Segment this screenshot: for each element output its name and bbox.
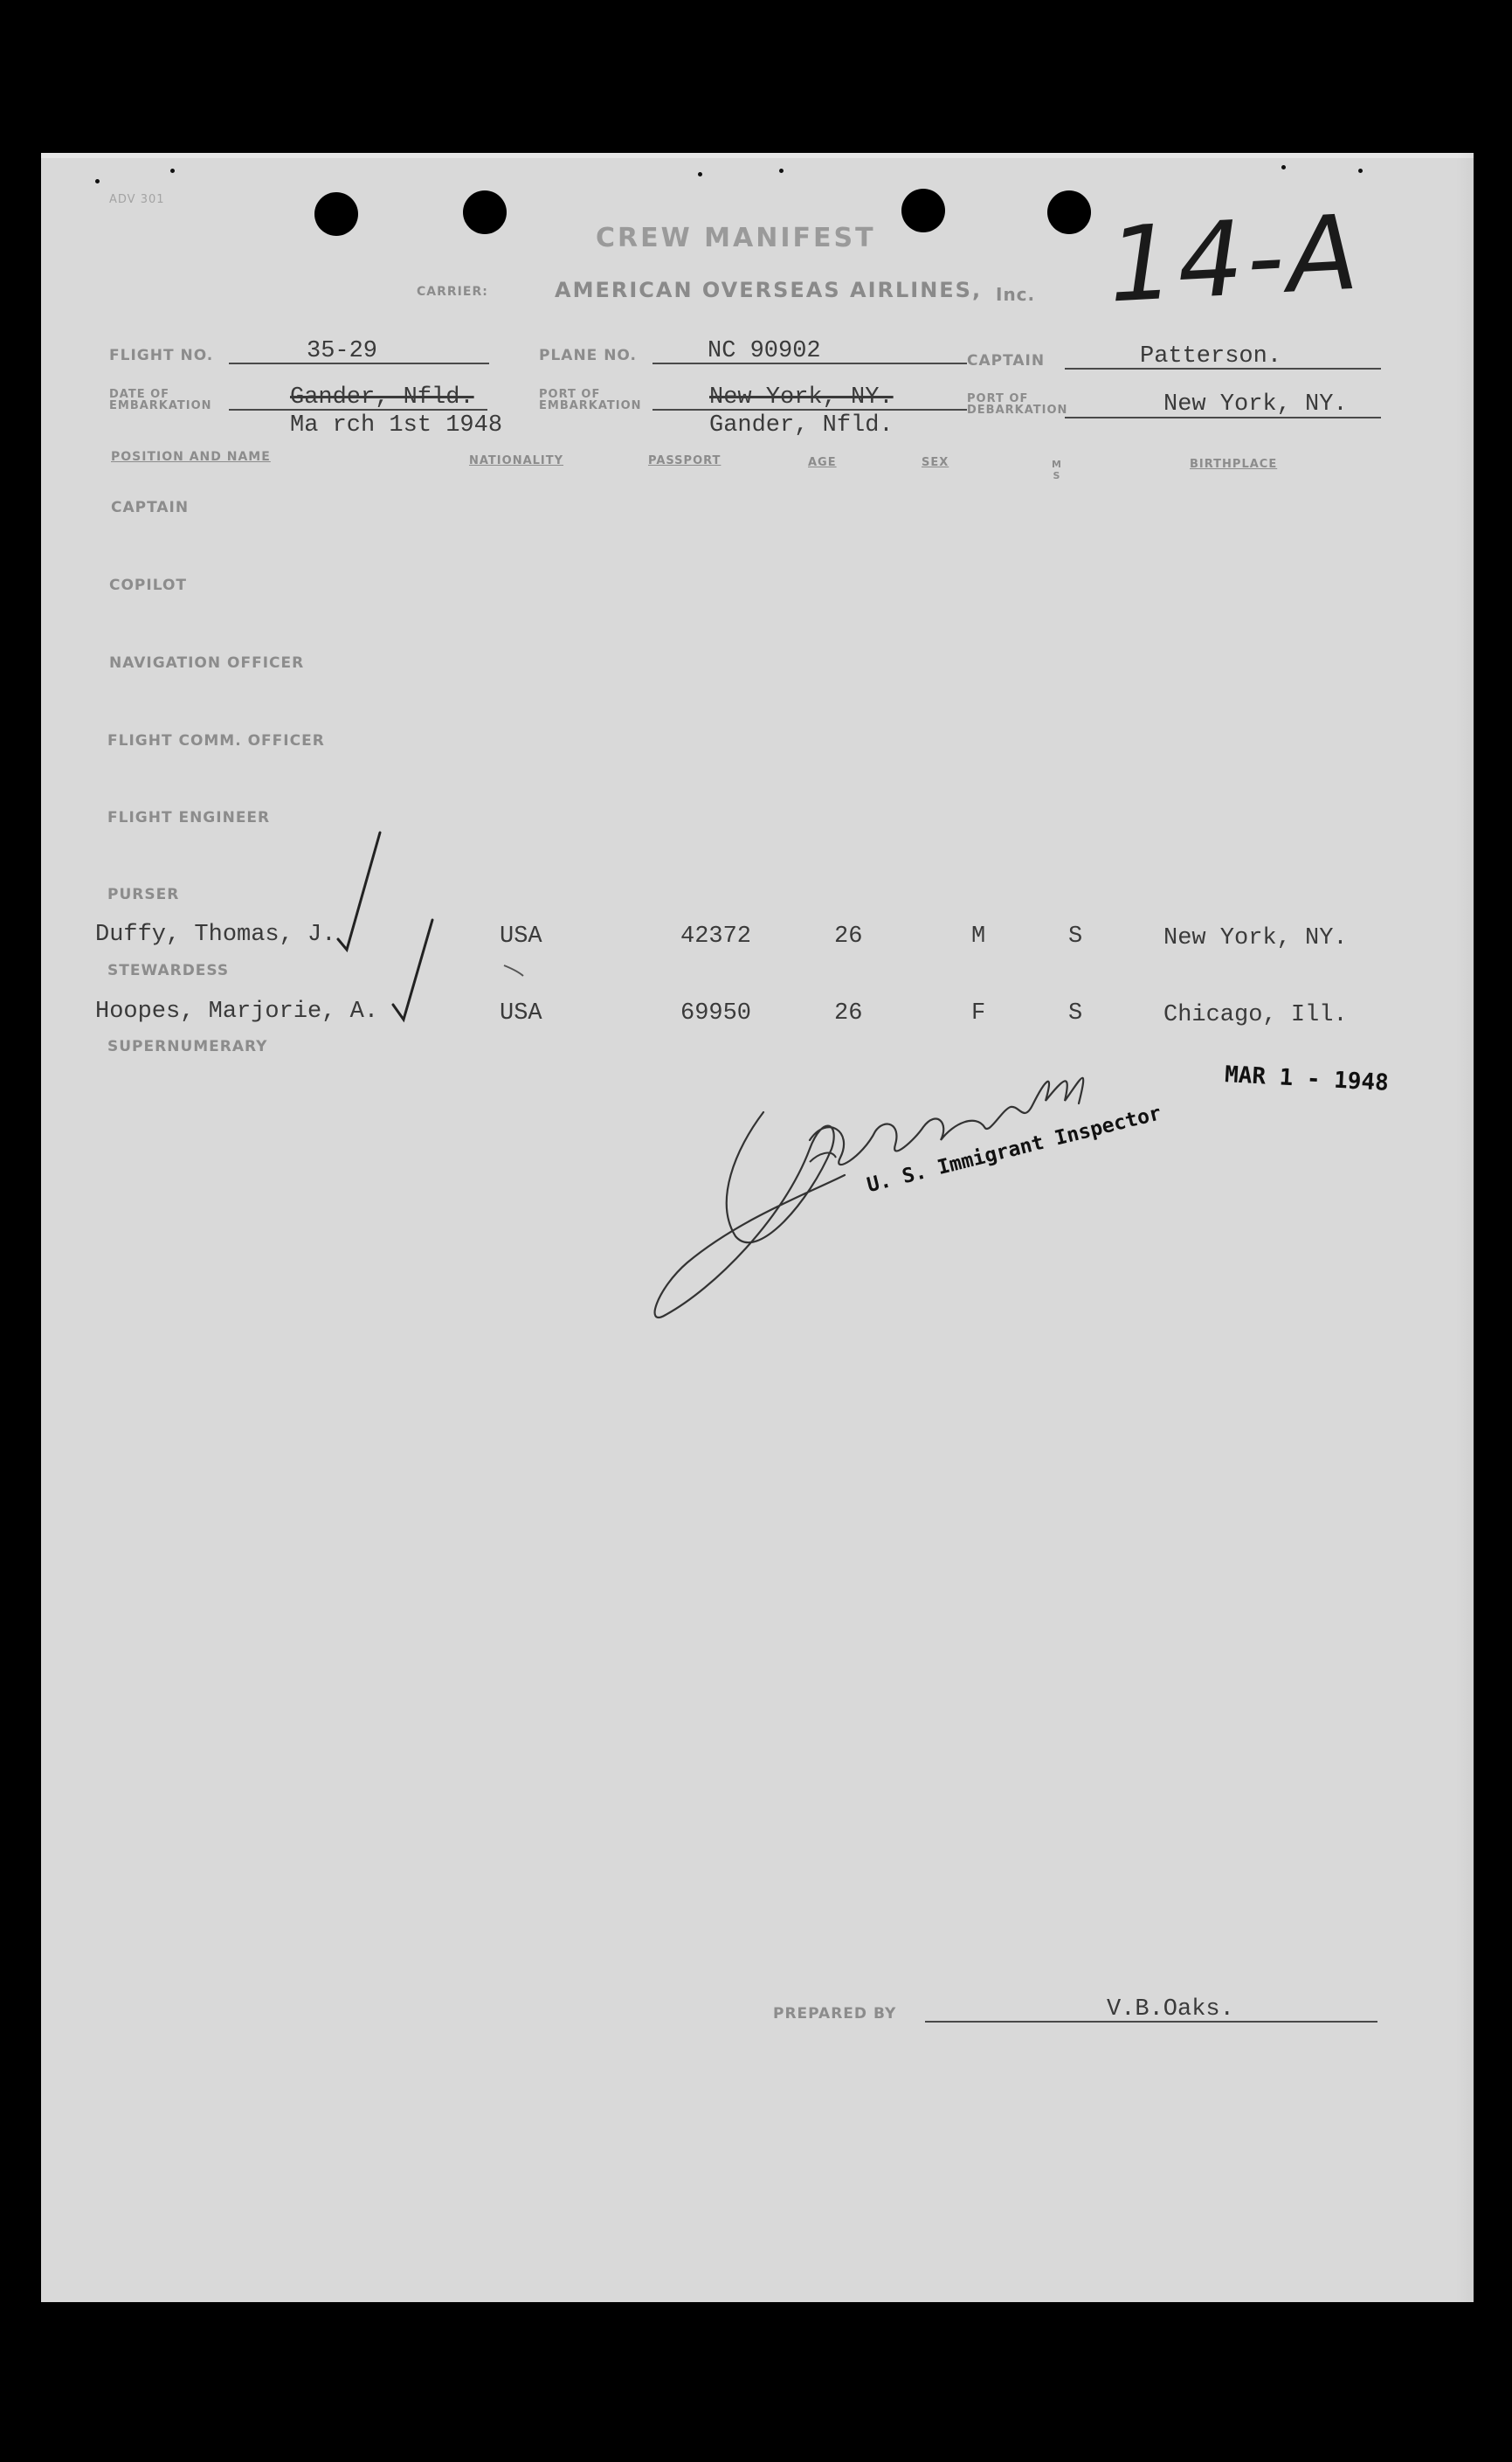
carrier-name: AMERICAN OVERSEAS AIRLINES, xyxy=(555,278,983,302)
col-passport: PASSPORT xyxy=(648,454,721,467)
plane-label: PLANE NO. xyxy=(539,347,637,364)
crew-marital: S xyxy=(1068,1000,1083,1027)
check-mark xyxy=(393,920,432,1020)
position-engineer: FLIGHT ENGINEER xyxy=(107,809,271,826)
crew-nationality: USA xyxy=(500,923,542,950)
crew-name: Duffy, Thomas, J. xyxy=(95,922,336,948)
form-code: ADV 301 xyxy=(109,193,165,206)
position-captain: CAPTAIN xyxy=(111,499,190,516)
port-debarkation-value: New York, NY. xyxy=(1163,391,1348,418)
crew-birthplace: Chicago, Ill. xyxy=(1163,1002,1348,1028)
port-debarkation-label-line-1: PORT OF xyxy=(967,392,1029,405)
prepared-label: PREPARED BY xyxy=(773,2005,897,2023)
position-comm: FLIGHT COMM. OFFICER xyxy=(107,732,325,750)
col-marital-2: S xyxy=(1053,470,1061,481)
date-value: Ma rch 1st 1948 xyxy=(290,412,503,439)
crew-marital: S xyxy=(1068,923,1083,950)
port-embarkation-label-line-2: EMBARKATION xyxy=(539,399,642,412)
signature-stroke xyxy=(810,1153,836,1162)
position-supernumerary: SUPERNUMERARY xyxy=(107,1038,268,1055)
position-copilot: COPILOT xyxy=(109,577,187,594)
carrier-suffix: Inc. xyxy=(996,284,1036,305)
crew-passport: 42372 xyxy=(680,923,752,950)
signature xyxy=(655,1078,1084,1317)
date-label-line-2: EMBARKATION xyxy=(109,399,212,412)
crew-birthplace: New York, NY. xyxy=(1163,925,1348,951)
stamp-date: MAR 1 - 1948 xyxy=(1224,1062,1390,1096)
crew-name: Hoopes, Marjorie, A. xyxy=(95,999,379,1025)
page-title: CREW MANIFEST xyxy=(596,223,876,253)
plane-value: NC 90902 xyxy=(708,338,821,364)
check-marks xyxy=(41,153,1474,2302)
crew-passport: 69950 xyxy=(680,1000,752,1027)
prepared-value: V.B.Oaks. xyxy=(1107,1996,1234,2023)
col-birthplace: BIRTHPLACE xyxy=(1190,458,1278,471)
position-stewardess: STEWARDESS xyxy=(107,962,230,979)
col-sex: SEX xyxy=(922,456,949,469)
port-debarkation-label-line-2: DEBARKATION xyxy=(967,404,1068,417)
captain-value: Patterson. xyxy=(1140,343,1282,370)
page-number: 14-A xyxy=(1105,191,1364,326)
position-purser: PURSER xyxy=(107,886,180,903)
crew-sex: M xyxy=(971,923,986,950)
col-marital-1: M xyxy=(1052,459,1062,470)
crew-age: 26 xyxy=(834,923,863,950)
dash-mark xyxy=(504,965,523,976)
col-position: POSITION AND NAME xyxy=(111,450,271,464)
stamp-inspector: U. S. Immigrant Inspector xyxy=(865,1102,1164,1198)
port-embarkation-struck-value: New York, NY. xyxy=(709,384,894,411)
flight-label: FLIGHT NO. xyxy=(109,347,214,364)
crew-age: 26 xyxy=(834,1000,863,1027)
flight-value: 35-29 xyxy=(307,338,378,364)
crew-nationality: USA xyxy=(500,1000,542,1027)
carrier-label: CARRIER: xyxy=(417,285,488,299)
date-label-line-1: DATE OF xyxy=(109,388,170,401)
crew-sex: F xyxy=(971,1000,986,1027)
port-embarkation-label-line-1: PORT OF xyxy=(539,388,601,401)
date-struck-value: Gander, Nfld. xyxy=(290,384,474,411)
captain-label: CAPTAIN xyxy=(967,352,1046,370)
col-nationality: NATIONALITY xyxy=(469,454,564,467)
port-embarkation-value: Gander, Nfld. xyxy=(709,412,894,439)
check-mark xyxy=(338,833,380,950)
crew-manifest-page xyxy=(41,153,1474,2302)
position-navigation: NAVIGATION OFFICER xyxy=(109,654,305,672)
col-age: AGE xyxy=(808,456,837,469)
